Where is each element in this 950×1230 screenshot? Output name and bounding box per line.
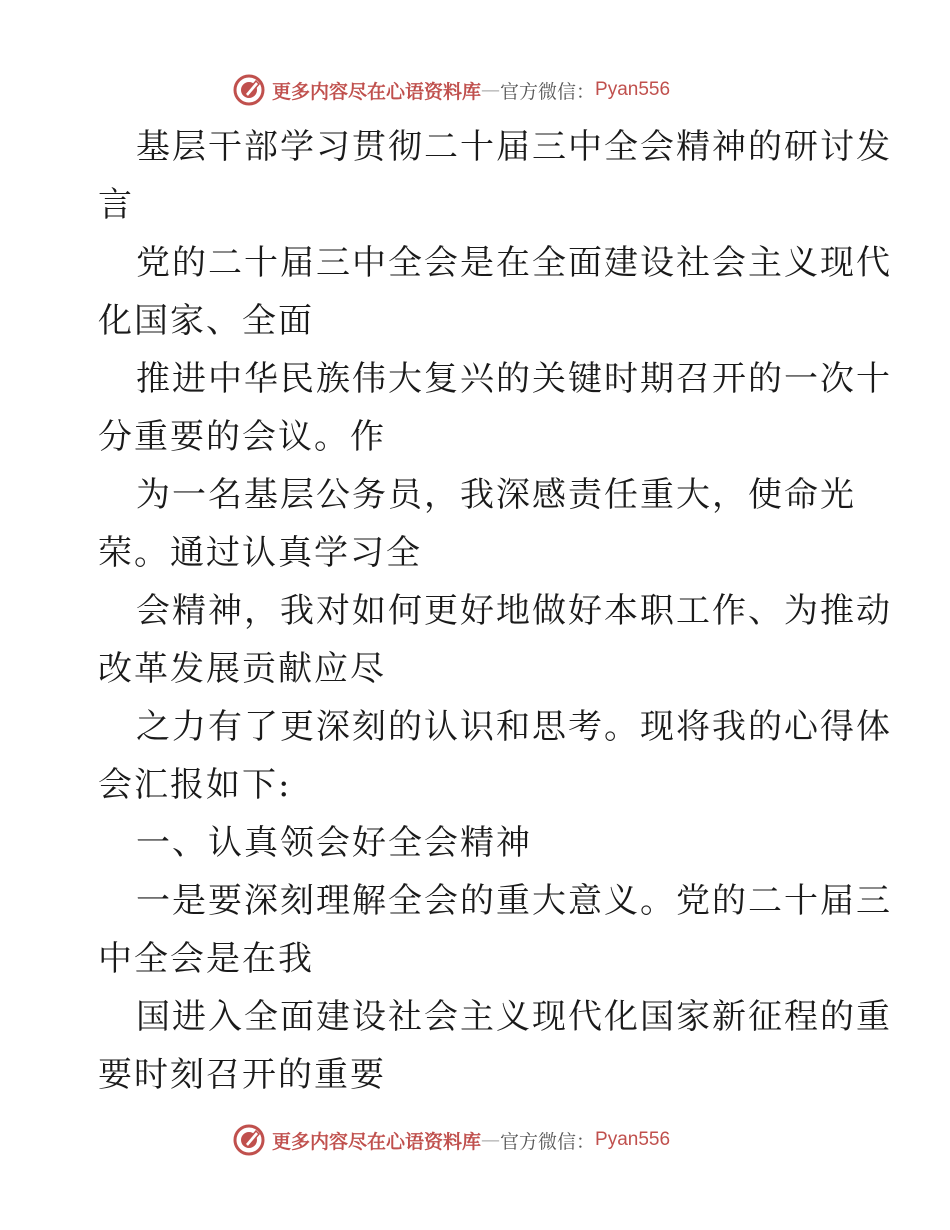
- paragraph-line: 之力有了更深刻的认识和思考。现将我的心得体: [136, 707, 892, 747]
- pen-nib-logo-icon: [232, 73, 266, 107]
- title-line-1: 基层干部学习贯彻二十届三中全会精神的研讨发: [136, 127, 892, 167]
- pen-nib-logo-icon: [232, 1123, 266, 1157]
- paragraph-line: 党的二十届三中全会是在全面建设社会主义现代: [136, 243, 892, 283]
- section-heading: 一、认真领会好全会精神: [136, 823, 532, 863]
- paragraph-line: 一是要深刻理解全会的重大意义。党的二十届三: [136, 881, 892, 921]
- paragraph-line: 会汇报如下:: [98, 765, 292, 805]
- paragraph-line: 要时刻召开的重要: [98, 1055, 386, 1095]
- watermark-separator: —: [481, 79, 501, 101]
- paragraph-line: 荣。通过认真学习全: [98, 533, 422, 573]
- paragraph-line: 会精神，我对如何更好地做好本职工作、为推动: [136, 591, 892, 631]
- paragraph-line: 分重要的会议。作: [98, 417, 386, 457]
- watermark-wechat-id: Pyan556: [595, 79, 671, 100]
- paragraph-line: 改革发展贡献应尽: [98, 649, 386, 689]
- watermark-official-label: 官方微信：: [500, 1130, 596, 1153]
- footer-watermark: [232, 1122, 670, 1158]
- watermark-main-text: 更多内容尽在心语资料库: [272, 1130, 482, 1153]
- document-body: [98, 118, 892, 1104]
- paragraph-line: 化国家、全面: [98, 301, 314, 341]
- paragraph-line: 推进中华民族伟大复兴的关键时期召开的一次十: [136, 359, 892, 399]
- watermark-official-label: 官方微信：: [500, 80, 596, 103]
- paragraph-line: 国进入全面建设社会主义现代化国家新征程的重: [136, 997, 892, 1037]
- watermark-separator: —: [481, 1129, 501, 1151]
- watermark-main-text: 更多内容尽在心语资料库: [272, 80, 482, 103]
- watermark-wechat-id: Pyan556: [595, 1129, 671, 1150]
- header-watermark: [232, 72, 670, 108]
- title-line-2: 言: [98, 185, 134, 225]
- paragraph-line: 为一名基层公务员，我深感责任重大，使命光: [136, 475, 856, 515]
- paragraph-line: 中全会是在我: [98, 939, 314, 979]
